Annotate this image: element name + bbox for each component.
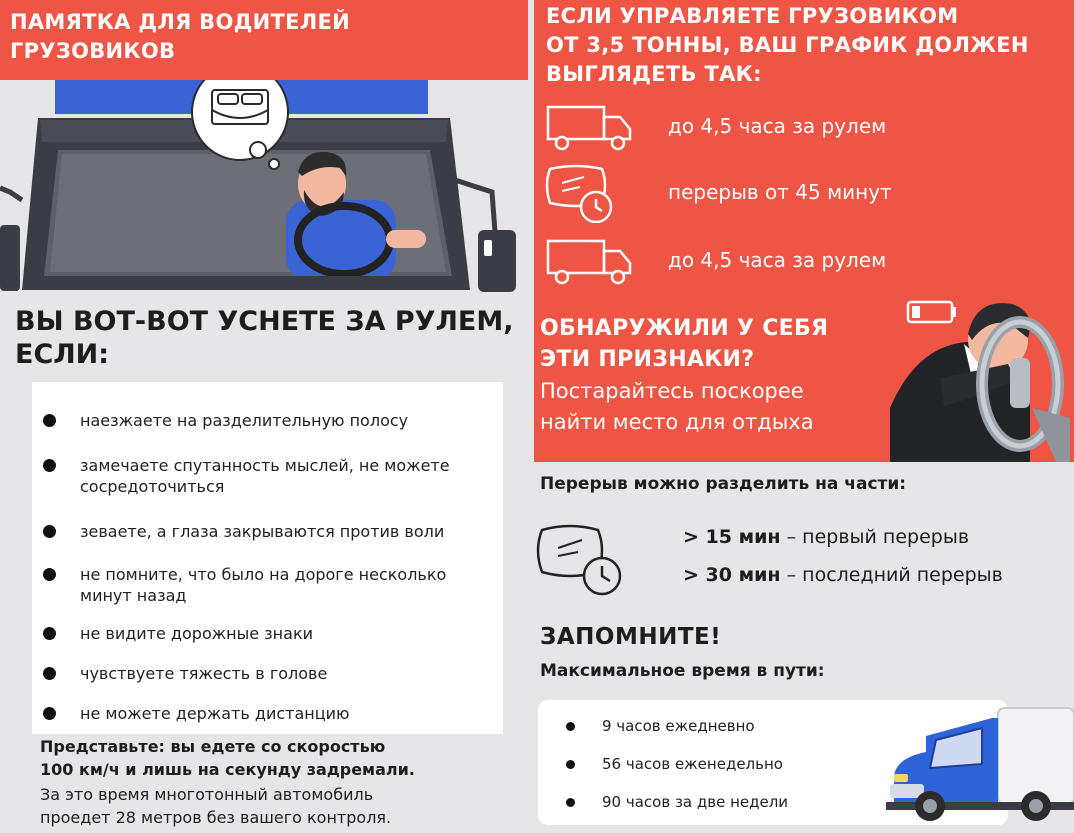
schedule-row — [540, 163, 1060, 223]
imagine-line: проедет 28 метров без вашего контроля. — [40, 808, 392, 827]
list-item-text: зеваете, а глаза закрываются против воли — [80, 522, 445, 541]
rest-advice-line: найти место для отдыха — [540, 410, 814, 434]
schedule-row — [540, 231, 1060, 291]
tired-driver-illustration — [880, 288, 1070, 462]
split-description: – последний перерыв — [780, 564, 1003, 586]
split-duration: > 30 мин — [683, 564, 781, 586]
bullet-icon — [566, 722, 575, 731]
schedule-label: до 4,5 часа за рулем — [668, 248, 887, 272]
imagine-statement — [40, 735, 520, 781]
split-duration: > 15 мин — [683, 526, 781, 548]
list-item-text: наезжаете на разделительную полосу — [80, 411, 409, 430]
truck-icon — [540, 231, 640, 291]
right-title-line: ВЫГЛЯДЕТЬ ТАК: — [546, 62, 762, 86]
left-title-line: ГРУЗОВИКОВ — [10, 39, 176, 63]
right-title — [546, 2, 1066, 89]
list-item-text: 56 часов еженедельно — [602, 755, 783, 773]
imagine-line: За это время многотонный автомобиль — [40, 785, 374, 804]
bullet-icon — [566, 798, 575, 807]
blue-truck-illustration — [886, 706, 1074, 824]
warning-heading-line: ВЫ ВОТ-ВОТ УСНЕТЕ ЗА РУЛЕМ, — [15, 306, 514, 337]
right-mirror-icon — [478, 230, 516, 292]
split-part-row — [683, 563, 1003, 587]
bullet-icon — [43, 627, 56, 640]
list-item-text: 90 часов за две недели — [602, 793, 789, 811]
list-item-text: не видите дорожные знаки — [80, 624, 313, 643]
schedule-row — [540, 97, 1060, 157]
rest-advice — [540, 376, 880, 438]
signs-list-card — [32, 382, 503, 734]
list-item-text: чувствуете тяжесть в голове — [80, 664, 328, 683]
left-title-line: ПАМЯТКА ДЛЯ ВОДИТЕЛЕЙ — [10, 10, 351, 34]
schedule-label: перерыв от 45 минут — [668, 180, 892, 204]
found-title-line: ЭТИ ПРИЗНАКИ? — [540, 347, 755, 372]
list-item-text: 9 часов ежедневно — [602, 717, 755, 735]
bullet-icon — [43, 414, 56, 427]
pillow-clock-icon — [540, 163, 640, 223]
sleepy-driver-illustration — [0, 80, 520, 295]
truck-icon — [540, 97, 640, 157]
list-item-text: не помните, что было на дороге несколько минут назад — [80, 565, 447, 605]
imagine-line: Представьте: вы едете со скоростью — [40, 737, 386, 756]
imagine-consequence — [40, 783, 520, 829]
left-title — [10, 8, 430, 66]
pillow-clock-icon — [536, 520, 628, 600]
list-item-text: не можете держать дистанцию — [80, 704, 350, 723]
left-mirror-icon — [0, 225, 20, 291]
bullet-icon — [43, 667, 56, 680]
warning-heading-line: ЕСЛИ: — [15, 339, 110, 370]
right-title-line: ЕСЛИ УПРАВЛЯЕТЕ ГРУЗОВИКОМ — [546, 4, 959, 28]
bullet-icon — [43, 525, 56, 538]
imagine-line: 100 км/ч и лишь на секунду задремали. — [40, 760, 415, 779]
list-item-text: замечаете спутанность мыслей, не можете сосредоточиться — [80, 456, 450, 496]
warning-heading — [15, 305, 520, 371]
remember-heading: ЗАПОМНИТЕ! — [540, 624, 722, 650]
rest-advice-line: Постарайтесь поскорее — [540, 379, 804, 403]
bullet-icon — [43, 459, 56, 472]
found-title-line: ОБНАРУЖИЛИ У СЕБЯ — [540, 316, 829, 341]
bullet-icon — [43, 707, 56, 720]
split-description: – первый перерыв — [780, 526, 970, 548]
found-signs-heading — [540, 313, 880, 375]
schedule-label: до 4,5 часа за рулем — [668, 114, 887, 138]
bullet-icon — [566, 760, 575, 769]
max-time-title: Максимальное время в пути: — [540, 661, 825, 681]
bullet-icon — [43, 568, 56, 581]
right-title-line: ОТ 3,5 ТОННЫ, ВАШ ГРАФИК ДОЛЖЕН — [546, 33, 1029, 57]
split-break-title: Перерыв можно разделить на части: — [540, 474, 907, 494]
split-part-row — [683, 525, 969, 549]
